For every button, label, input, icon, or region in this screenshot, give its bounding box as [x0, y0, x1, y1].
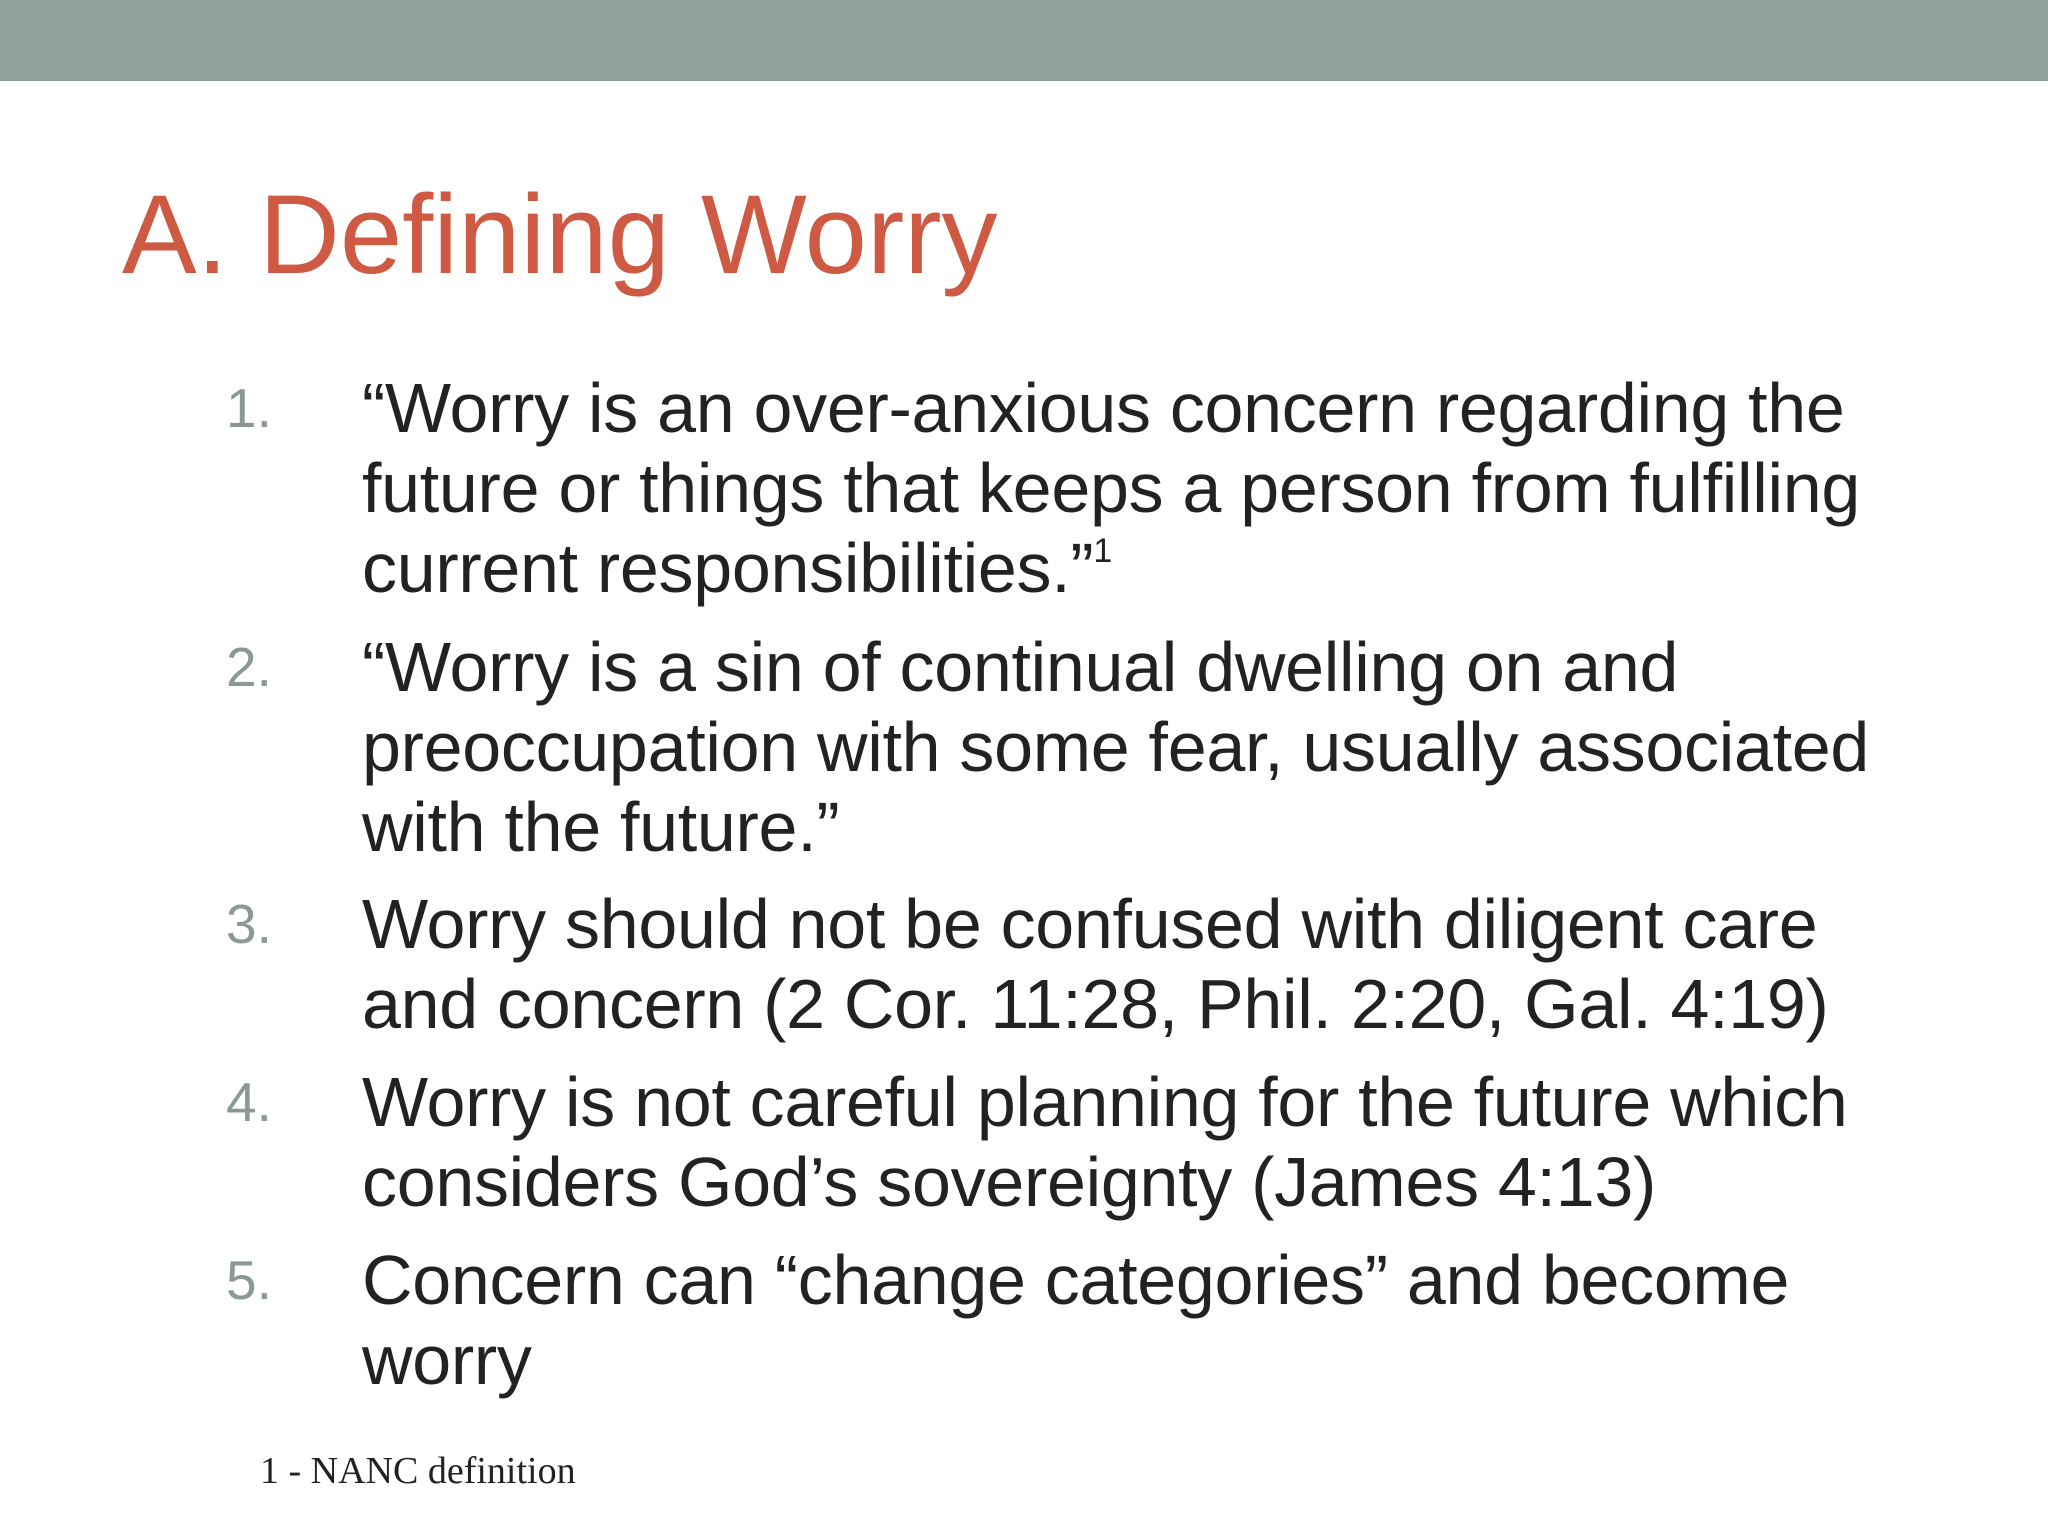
- text-line: [362, 528, 2002, 608]
- list-item-text: [362, 884, 2002, 1044]
- footnote-reference: 1: [1093, 532, 1112, 570]
- text-line-content: current responsibilities.”: [362, 529, 1094, 607]
- list-item-text: [362, 368, 2002, 608]
- list-item-number: 5.: [226, 1249, 272, 1311]
- text-line: Worry should not be confused with diligent care: [362, 885, 1818, 963]
- text-line: “Worry is a sin of continual dwelling on and: [362, 628, 1679, 706]
- list-item-number: 4.: [226, 1071, 272, 1133]
- list-item-number: 2.: [226, 636, 272, 698]
- list-item-number: 1.: [226, 377, 272, 439]
- list-item-text: [362, 627, 2002, 867]
- slide-title: A. Defining Worry: [122, 172, 998, 297]
- list-item-text: [362, 1062, 2002, 1222]
- text-line: with the future.”: [362, 788, 840, 866]
- text-line: “Worry is an over-anxious concern regarding the: [362, 369, 1845, 447]
- text-line: future or things that keeps a person from fulfilling: [362, 449, 1860, 527]
- list-item-number: 3.: [226, 893, 272, 955]
- text-line: worry: [362, 1321, 532, 1399]
- text-line: preoccupation with some fear, usually associated: [362, 708, 1870, 786]
- text-line: Concern can “change categories” and become: [362, 1241, 1790, 1319]
- text-line: considers God’s sovereignty (James 4:13): [362, 1143, 1656, 1221]
- list-item-text: [362, 1240, 2002, 1400]
- text-line: Worry is not careful planning for the future which: [362, 1063, 1848, 1141]
- slide-header-bar: [0, 0, 2048, 81]
- text-line: and concern (2 Cor. 11:28, Phil. 2:20, Gal. 4:19): [362, 965, 1829, 1043]
- footnote: 1 - NANC definition: [260, 1450, 576, 1492]
